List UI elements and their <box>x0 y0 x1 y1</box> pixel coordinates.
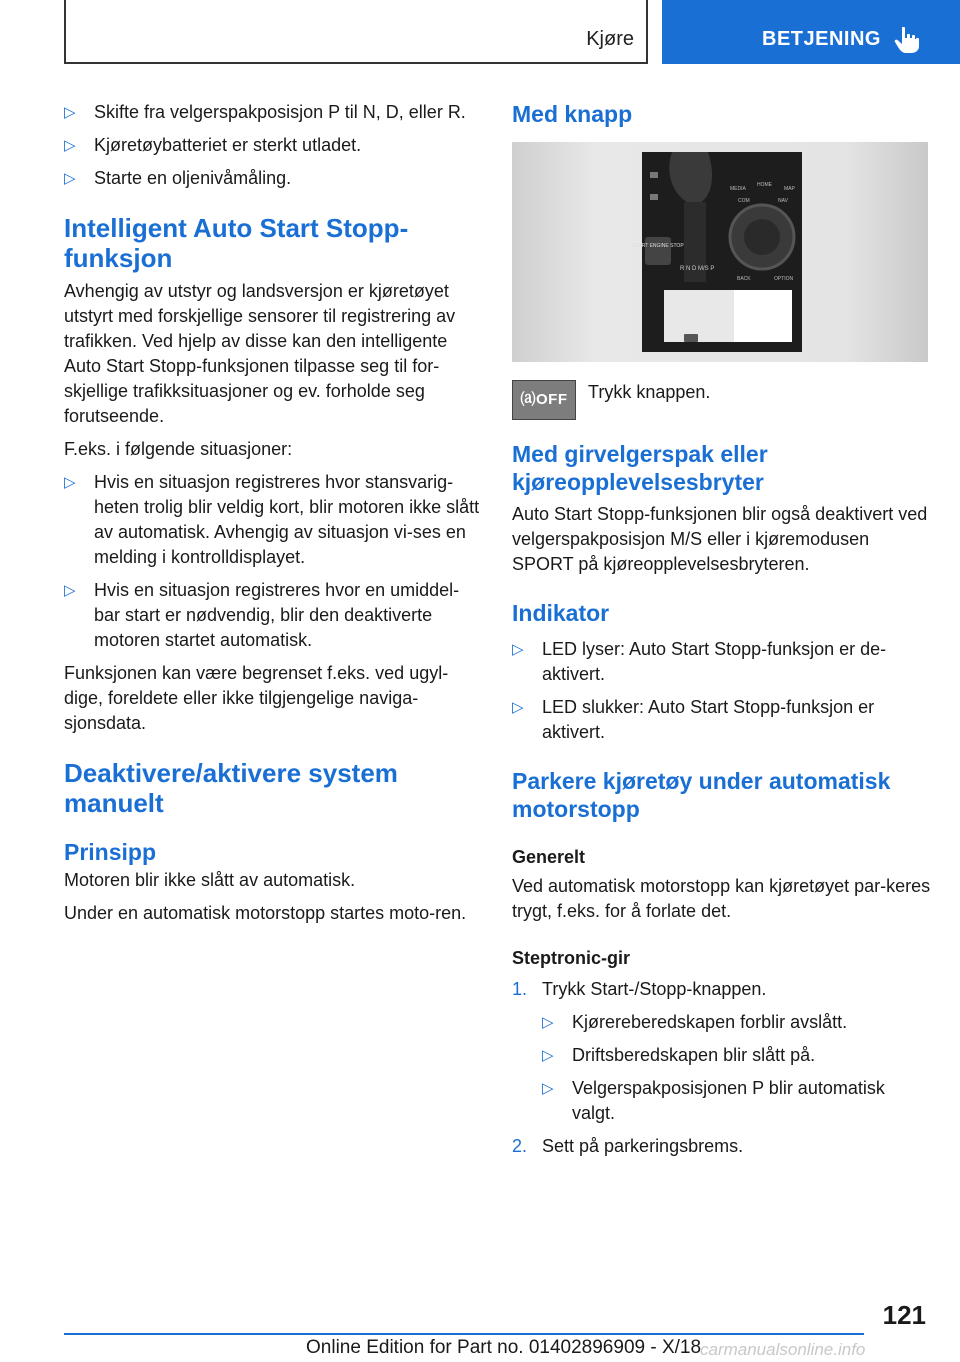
gear-labels: R N D M/S P <box>680 266 715 272</box>
triangle-bullet-icon: ▷ <box>64 170 76 187</box>
list-item: ▷ Skifte fra velgerspakposisjon P til N, D, eller R. <box>64 100 484 125</box>
button-instruction-text: Trykk knappen. <box>588 382 711 402</box>
photo-label-home: HOME <box>757 182 772 188</box>
list-item: ▷ Kjørereberedskapen forblir avslått. <box>542 1010 932 1035</box>
photo-label-nav: NAV <box>778 198 788 204</box>
center-console-illustration <box>512 142 928 362</box>
triangle-bullet-icon: ▷ <box>64 474 76 491</box>
header-chapter-label: BETJENING <box>762 28 881 50</box>
list-item: ▷ Kjøretøybatteriet er sterkt utladet. <box>64 133 484 158</box>
list-item: ▷ Driftsberedskapen blir slått på. <box>542 1043 932 1068</box>
triangle-bullet-icon: ▷ <box>542 1047 554 1064</box>
hand-pointer-icon <box>894 26 920 54</box>
paragraph-selector: Auto Start Stopp-funksjonen blir også deaktivert ved velgerspakposisjon M/S eller i kjøremodusen SPORT på kjøreopplevelsesbryteren. <box>512 504 928 574</box>
header-section-box <box>64 0 648 64</box>
watermark: carmanualsonline.info <box>700 1340 866 1359</box>
paragraph-principle-2: Under en automatisk motorstopp startes moto-ren. <box>64 903 467 923</box>
heading-general: Generelt <box>512 847 586 867</box>
heading-steptronic: Steptronic-gir <box>512 948 631 968</box>
header-section-title: Kjøre <box>586 28 634 50</box>
paragraph-principle-1: Motoren blir ikke slått av automatisk. <box>64 870 356 890</box>
paragraph-intelligent: Avhengig av utstyr og landsversjon er kjøretøyet utstyrt med forskjellige sensorer til registrering av trafikken. Ved hjelp av disse kan den intelligente Auto Start Stopp-funksjonen tilpasse seg til for-skjellige trafikksituasjoner og ev. forholde seg forutseende. <box>64 281 456 426</box>
triangle-bullet-icon: ▷ <box>512 699 524 716</box>
triangle-bullet-icon: ▷ <box>64 582 76 599</box>
triangle-bullet-icon: ▷ <box>512 641 524 658</box>
footer-divider <box>64 1333 864 1335</box>
photo-label-back: BACK <box>737 276 751 282</box>
heading-indicator: Indikator <box>512 600 610 626</box>
photo-label-media: MEDIA <box>730 186 746 192</box>
numbered-step: 1. Trykk Start-/Stopp-knappen. <box>512 979 767 999</box>
list-item: ▷ Starte en oljenivåmåling. <box>64 166 484 191</box>
list-item: ▷ LED slukker: Auto Start Stopp-funksjon er aktivert. <box>512 697 875 742</box>
triangle-bullet-icon: ▷ <box>64 137 76 154</box>
footer-edition: Online Edition for Part no. 01402896909 - X/18 <box>306 1337 702 1358</box>
paragraph-examples: F.eks. i følgende situasjoner: <box>64 439 293 459</box>
photo-label-map: MAP <box>784 186 795 192</box>
auto-start-stop-off-button-icon[interactable]: ⒜OFF <box>512 380 576 420</box>
photo-label-com: COM <box>738 198 750 204</box>
heading-intelligent-auto-start-stop: Intelligent Auto Start Stopp-funksjon <box>64 213 409 273</box>
left-column <box>64 100 484 934</box>
list-item: ▷ Velgerspakposisjonen P blir automatisk valgt. <box>542 1078 885 1123</box>
list-item: ▷ LED lyser: Auto Start Stopp-funksjon er de-aktivert. <box>512 639 887 684</box>
numbered-step: 2. Sett på parkeringsbrems. <box>512 1136 744 1156</box>
start-stop-label: START ENGINE STOP <box>632 243 684 249</box>
list-item: ▷ Hvis en situasjon registreres hvor stansvarig-heten trolig blir veldig kort, blir motoren ikke slått av automatisk. Avhengig av situasjon vi-ses en melding i kontrolldisplayet. <box>64 472 480 567</box>
paragraph-general: Ved automatisk motorstopp kan kjøretøyet par-keres trygt, f.eks. for å forlate det. <box>512 876 931 921</box>
triangle-bullet-icon: ▷ <box>542 1014 554 1031</box>
heading-selector-lever: Med girvelgerspak eller kjøreopplevelsesbryter <box>512 441 768 495</box>
heading-with-button: Med knapp <box>512 101 633 127</box>
center-console-photo <box>512 142 928 362</box>
page-number: 121 <box>882 1300 926 1330</box>
right-column <box>512 100 932 1167</box>
heading-principle: Prinsipp <box>64 839 157 865</box>
header-chapter-tab[interactable] <box>662 0 960 64</box>
triangle-bullet-icon: ▷ <box>64 104 76 121</box>
photo-label-option: OPTION <box>774 276 794 282</box>
button-instruction-row <box>512 380 932 430</box>
list-item: ▷ Hvis en situasjon registreres hvor en umiddel-bar start er nødvendig, blir den deaktiverte motoren startet automatisk. <box>64 580 460 650</box>
heading-park-vehicle: Parkere kjøretøy under automatisk motorstopp <box>512 768 891 822</box>
heading-deactivate-system: Deaktivere/aktivere system manuelt <box>64 758 398 818</box>
triangle-bullet-icon: ▷ <box>542 1080 554 1097</box>
paragraph-limited: Funksjonen kan være begrenset f.eks. ved ugyl-dige, foreldete eller ikke tilgjengelige naviga-sjonsdata. <box>64 663 449 733</box>
